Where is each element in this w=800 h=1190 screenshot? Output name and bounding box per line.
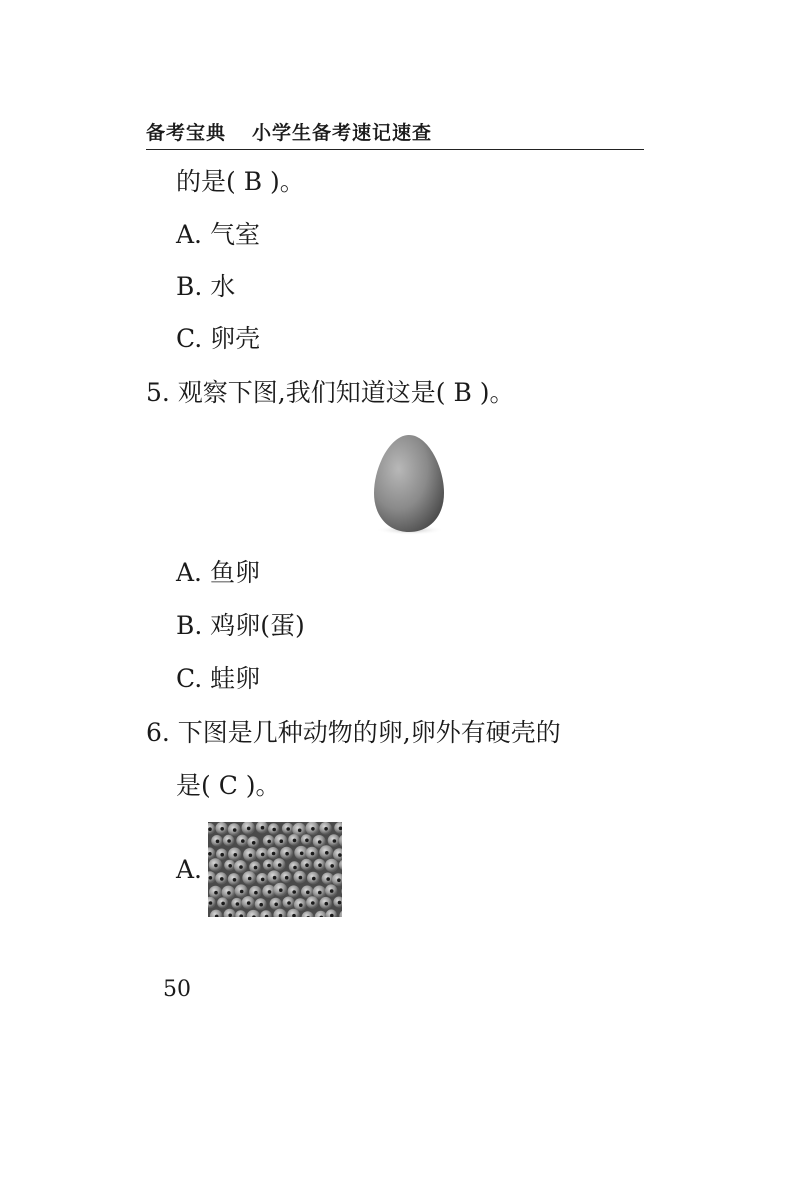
question-6-option-a-label: A. xyxy=(176,854,203,884)
question-6-option-a xyxy=(176,822,342,917)
question-5-option-c: C. 蛙卵 xyxy=(176,664,261,693)
question-5-option-a: A. 鱼卵 xyxy=(176,558,260,587)
question-5-stem: 5. 观察下图,我们知道这是( B )。 xyxy=(146,378,515,407)
running-header xyxy=(146,118,644,150)
header-series-name: 备考宝典 xyxy=(146,122,227,144)
question-4-option-c: C. 卵壳 xyxy=(176,324,261,353)
question-4-option-b: B. 水 xyxy=(176,272,236,301)
question-4-option-a: A. 气室 xyxy=(176,220,260,249)
egg-photo xyxy=(370,433,448,535)
question-5-option-b: B. 鸡卵(蛋) xyxy=(176,611,305,640)
question-6-stem-line-1: 6. 下图是几种动物的卵,卵外有硬壳的 xyxy=(146,718,561,747)
header-book-title: 小学生备考速记速查 xyxy=(252,122,433,144)
page-number: 50 xyxy=(163,977,191,1002)
question-6-stem-line-2: 是( C )。 xyxy=(176,771,281,800)
question-4-tail: 的是( B )。 xyxy=(176,167,305,196)
frog-eggs-photo xyxy=(208,822,342,917)
